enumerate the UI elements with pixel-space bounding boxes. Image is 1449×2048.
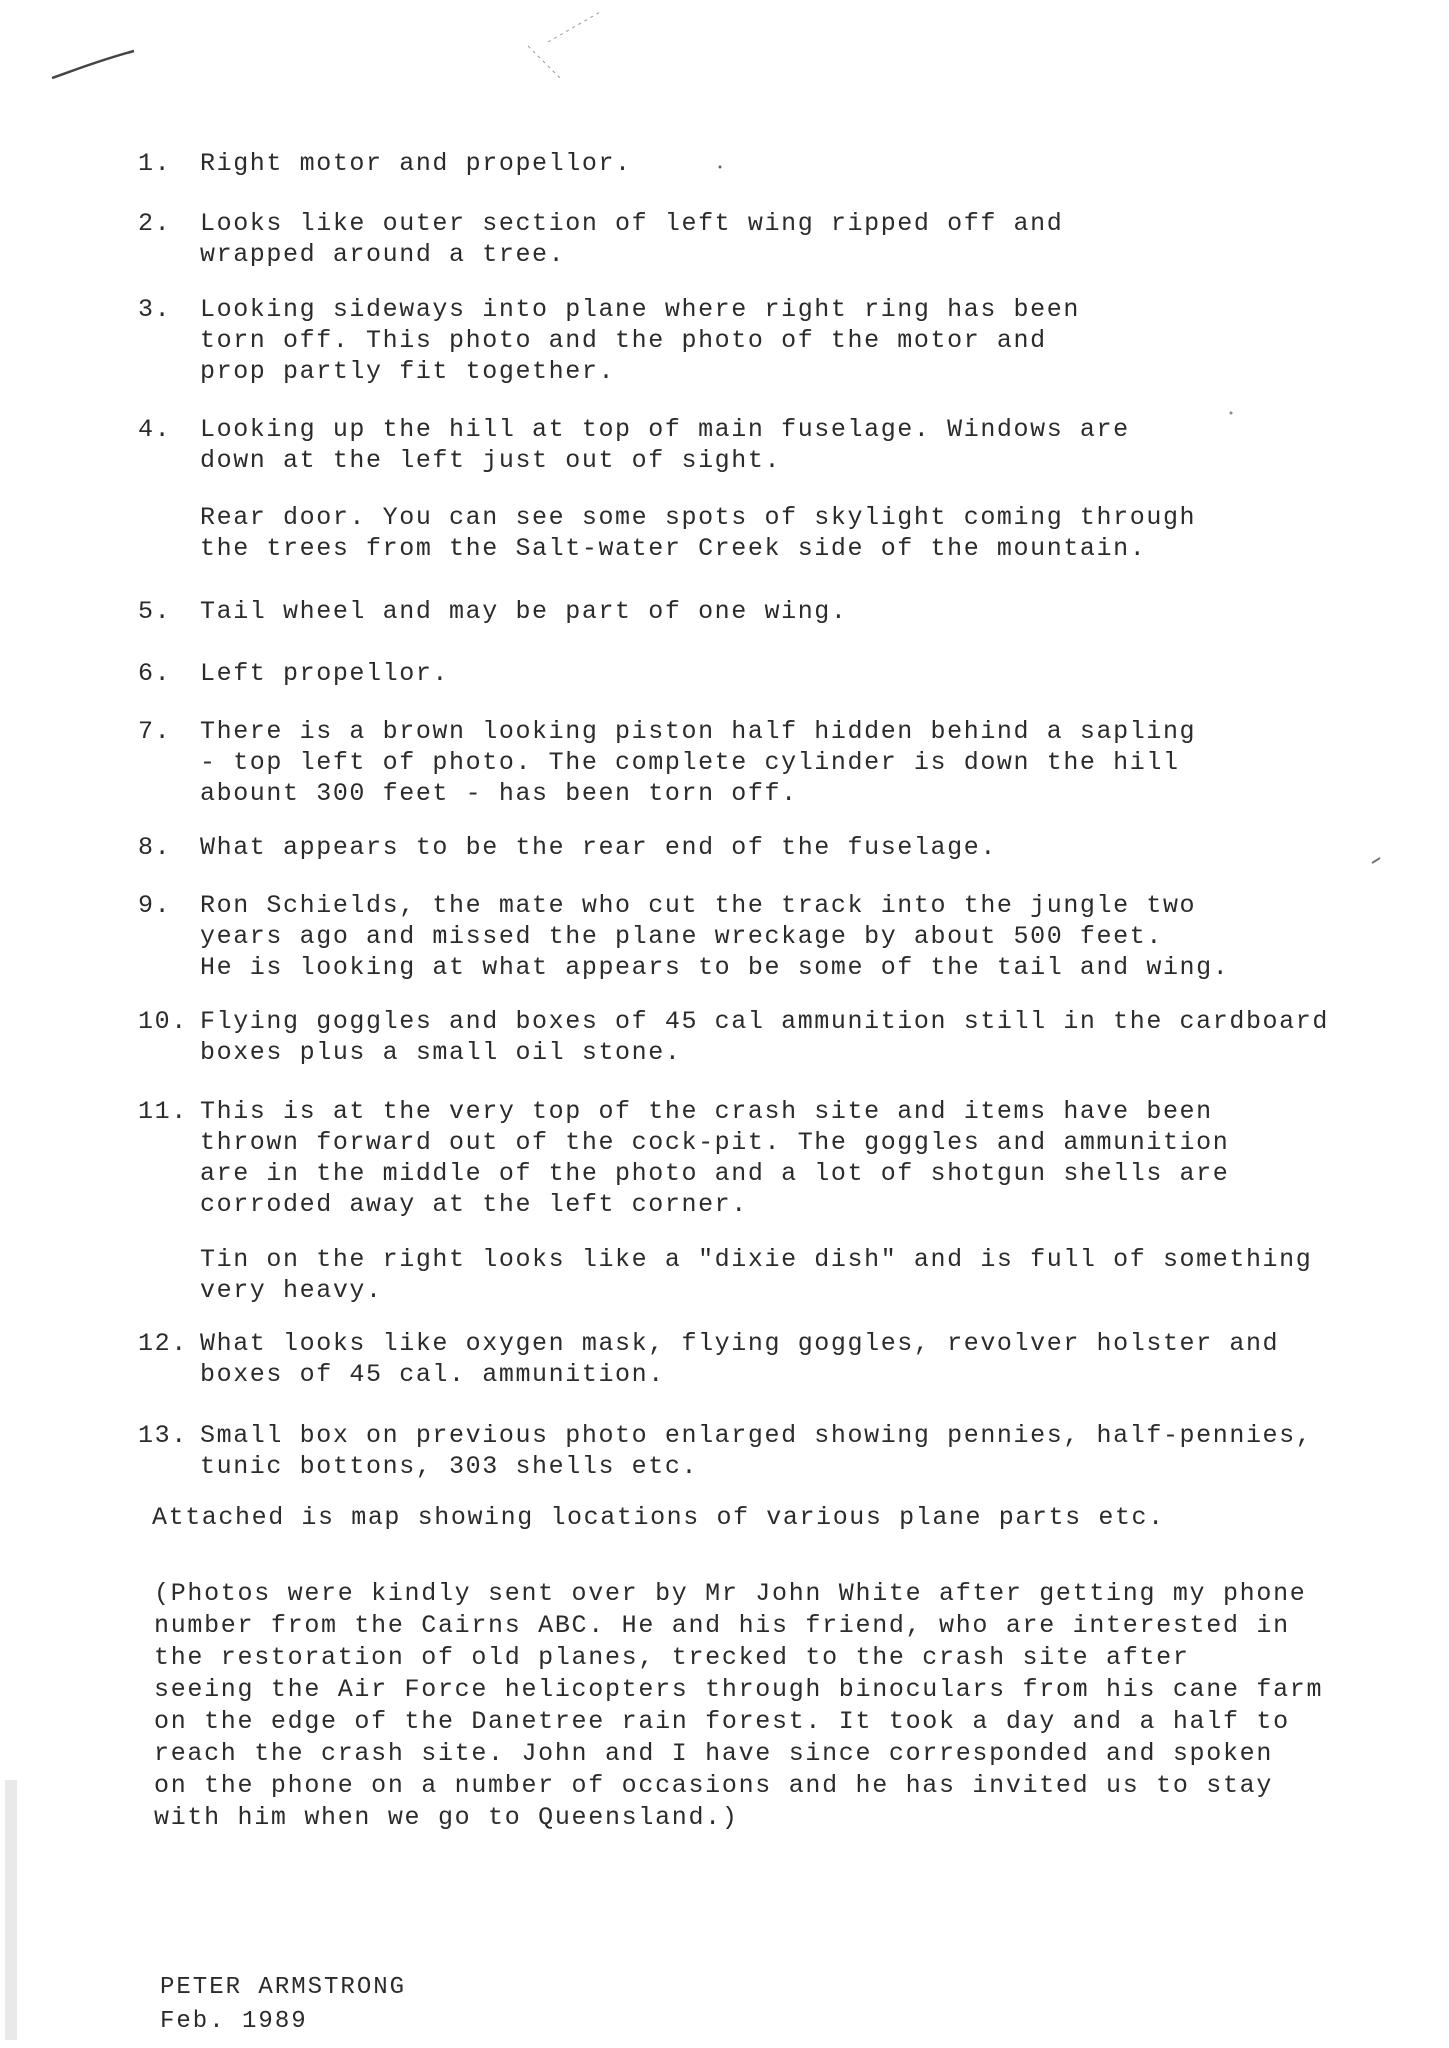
item-text: What appears to be the rear end of the fuselage. xyxy=(200,833,997,862)
item-number: 7. xyxy=(138,717,172,746)
item-number: 12. xyxy=(138,1329,188,1358)
item-text: Rear door. You can see some spots of skylight coming through the trees from the Salt-water Creek side of the mountain. xyxy=(200,503,1197,563)
item-number: 13. xyxy=(138,1421,188,1450)
item-text: Flying goggles and boxes of 45 cal ammunition still in the cardboard boxes plus a small oil stone. xyxy=(200,1007,1329,1067)
item-text: Left propellor. xyxy=(200,659,450,688)
item-text: Tin on the right looks like a "dixie dish" and is full of something very heavy. xyxy=(200,1245,1313,1305)
photos-note-paragraph: (Photos were kindly sent over by Mr John White after getting my phone number from the Cairns ABC. He and his friend, who are interested in the restoration of old planes, trecked to the crash site after seeing the Air Force helicopters through binoculars from his cane farm on the edge of the Danetree rain forest. It took a day and a half to reach the crash site. John and I have since corresponded and spoken on the phone on a number of occasions and he has invited us to stay with him when we go to Queensland.) xyxy=(154,1579,1324,1832)
signature-date: Feb. 1989 xyxy=(160,2008,308,2035)
item-number: 3. xyxy=(138,295,172,324)
item-text: What looks like oxygen mask, flying goggles, revolver holster and boxes of 45 cal. ammunition. xyxy=(200,1329,1280,1389)
item-number: 11. xyxy=(138,1097,188,1126)
attached-map-line: Attached is map showing locations of various plane parts etc. xyxy=(152,1503,1165,1532)
item-text: This is at the very top of the crash site and items have been thrown forward out of the cock-pit. The goggles and ammunition are in the middle of the photo and a lot of shotgun shells are corroded away at the left corner. xyxy=(200,1097,1230,1219)
item-number: 9. xyxy=(138,891,172,920)
cross-mark xyxy=(528,12,600,80)
item-number: 4. xyxy=(138,415,172,444)
item-number: 2. xyxy=(138,209,172,238)
pen-stroke-mark xyxy=(52,51,134,78)
item-text: Ron Schields, the mate who cut the track into the jungle two years ago and missed the plane wreckage by about 500 feet. He is looking at what appears to be some of the tail and wing. xyxy=(200,891,1230,982)
item-text: Small box on previous photo enlarged showing pennies, half-pennies, tunic bottons, 303 shells etc. xyxy=(200,1421,1313,1481)
item-text: There is a brown looking piston half hidden behind a sapling - top left of photo. The complete cylinder is down the hill abount 300 feet - has been torn off. xyxy=(200,717,1197,808)
item-text: Right motor and propellor. xyxy=(200,149,632,178)
item-text: Looking sideways into plane where right ring has been torn off. This photo and the photo of the motor and prop partly fit together. xyxy=(200,295,1080,386)
item-number: 6. xyxy=(138,659,172,688)
item-text: Tail wheel and may be part of one wing. xyxy=(200,597,848,626)
item-text: Looking up the hill at top of main fuselage. Windows are down at the left just out of sight. xyxy=(200,415,1130,475)
scan-edge-noise xyxy=(5,1780,17,2040)
item-number: 10. xyxy=(138,1007,188,1036)
signature-name: PETER ARMSTRONG xyxy=(160,1974,407,2001)
item-text: Looks like outer section of left wing ripped off and wrapped around a tree. xyxy=(200,209,1064,269)
item-number: 1. xyxy=(138,149,172,178)
item-number: 8. xyxy=(138,833,172,862)
item-number: 5. xyxy=(138,597,172,626)
